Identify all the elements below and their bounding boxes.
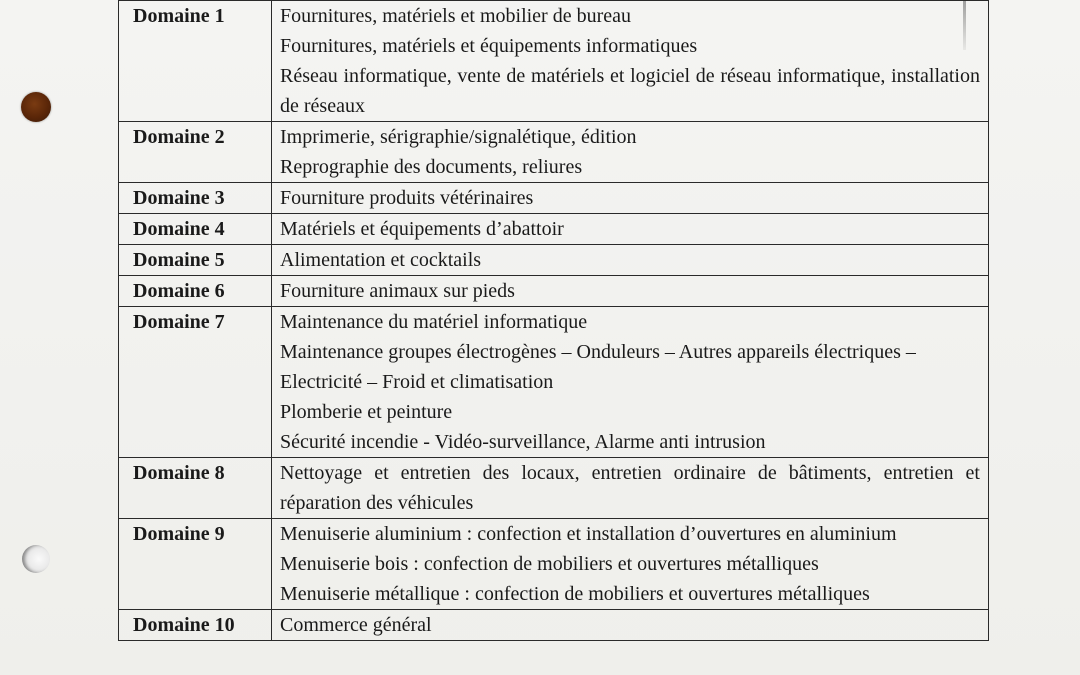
- description-line: Alimentation et cocktails: [280, 249, 482, 271]
- description-cell: [272, 1, 989, 122]
- table-row: [119, 214, 989, 245]
- description-line: Menuiserie bois : confection de mobiliers et ouvertures métalliques: [280, 553, 819, 575]
- binder-hole-top: [21, 92, 51, 122]
- domain-cell: Domaine 9: [119, 519, 272, 610]
- table-row: [119, 276, 989, 307]
- description-line: Nettoyage et entretien des locaux, entretien ordinaire de bâtiments, entretien et réparation des véhicules: [280, 462, 980, 514]
- domain-cell: Domaine 3: [119, 183, 272, 214]
- domains-table: [118, 0, 989, 641]
- domain-cell: Domaine 5: [119, 245, 272, 276]
- description-line: Plomberie et peinture: [280, 401, 453, 423]
- description-line: Fournitures, matériels et équipements informatiques: [280, 35, 698, 57]
- description-line: Fournitures, matériels et mobilier de bureau: [280, 5, 632, 27]
- table-row: [119, 122, 989, 183]
- domain-cell: Domaine 10: [119, 610, 272, 641]
- domain-cell: Domaine 7: [119, 307, 272, 458]
- table-row: [119, 458, 989, 519]
- description-cell: [272, 245, 989, 276]
- table-row: [119, 307, 989, 458]
- description-line: Maintenance du matériel informatique: [280, 311, 588, 333]
- description-cell: [272, 519, 989, 610]
- description-line: Sécurité incendie - Vidéo-surveillance, Alarme anti intrusion: [280, 431, 766, 453]
- description-line: Menuiserie aluminium : confection et installation d’ouvertures en aluminium: [280, 523, 897, 545]
- description-cell: [272, 276, 989, 307]
- description-line: Reprographie des documents, reliures: [280, 156, 583, 178]
- description-cell: [272, 214, 989, 245]
- description-line: Fourniture animaux sur pieds: [280, 280, 515, 302]
- table-row: [119, 610, 989, 641]
- binder-hole-bottom: [22, 545, 50, 573]
- description-line: Matériels et équipements d’abattoir: [280, 218, 564, 240]
- description-line: Fourniture produits vétérinaires: [280, 187, 534, 209]
- domain-cell: Domaine 1: [119, 1, 272, 122]
- description-cell: [272, 183, 989, 214]
- description-cell: [272, 458, 989, 519]
- description-line: Menuiserie métallique : confection de mobiliers et ouvertures métalliques: [280, 583, 870, 605]
- domain-cell: Domaine 4: [119, 214, 272, 245]
- description-cell: [272, 610, 989, 641]
- description-line: Commerce général: [280, 614, 432, 636]
- description-line: Imprimerie, sérigraphie/signalétique, édition: [280, 126, 637, 148]
- domain-cell: Domaine 8: [119, 458, 272, 519]
- description-cell: [272, 307, 989, 458]
- table-row: [119, 1, 989, 122]
- description-line: Réseau informatique, vente de matériels et logiciel de réseau informatique, installation de réseaux: [280, 65, 980, 117]
- table-row: [119, 245, 989, 276]
- domain-cell: Domaine 2: [119, 122, 272, 183]
- table-row: [119, 183, 989, 214]
- description-cell: [272, 122, 989, 183]
- domain-cell: Domaine 6: [119, 276, 272, 307]
- description-line: Maintenance groupes électrogènes – Onduleurs – Autres appareils électriques – Electricité – Froid et climatisation: [280, 341, 916, 393]
- table-row: [119, 519, 989, 610]
